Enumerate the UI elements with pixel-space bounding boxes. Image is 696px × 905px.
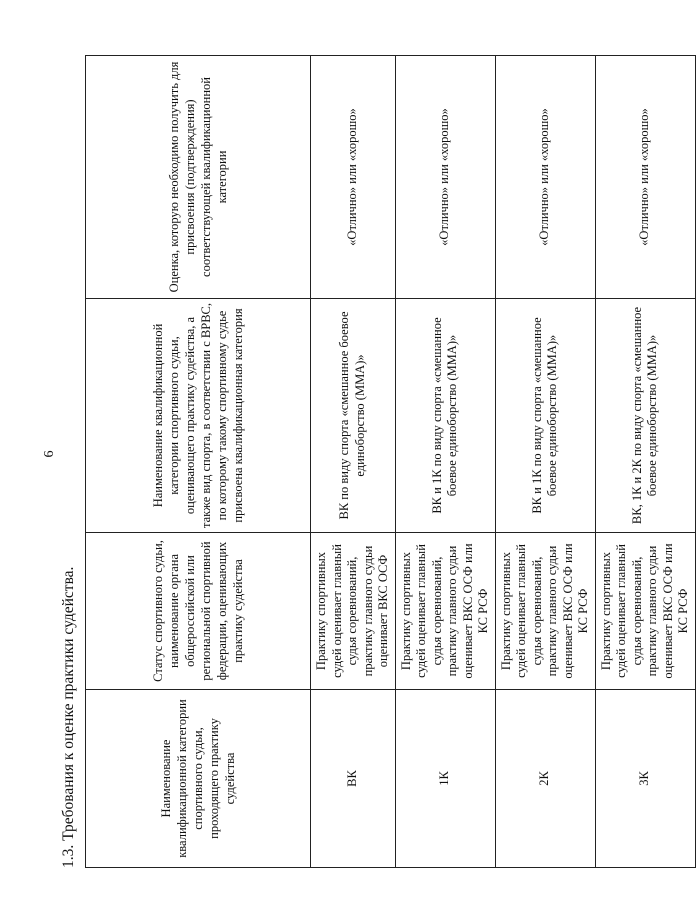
row-evaluator-category: ВК и 1К по виду спорта «смешанное боевое единоборство (ММА)» [395, 299, 495, 533]
header-judge-status: Статус спортивного судьи, наименование органа общероссийской или региональной спортивной федерации, оценивающих практику судейства [86, 533, 311, 690]
row-judge-status: Практику спортивных судей оценивает главный судья соревнований, практику главного судьи оценивает ВКС ОСФ или КС РСФ [595, 533, 695, 690]
row-required-grade: «Отлично» или «хорошо» [495, 56, 595, 299]
row-required-grade: «Отлично» или «хорошо» [311, 56, 396, 299]
row-required-grade: «Отлично» или «хорошо» [395, 56, 495, 299]
header-evaluator-category: Наименование квалификационной категории спортивного судьи, оценивающего практику судейства, а также вид спорта, в соответствии с ВРВС, по которому такому спортивному судье присвоена квалификационная категория [86, 299, 311, 533]
section-heading: 1.3. Требования к оценке практики судейства. [60, 566, 77, 868]
row-category: ВК [311, 690, 396, 868]
row-category: 1К [395, 690, 495, 868]
table-row [395, 56, 495, 868]
row-category: 3К [595, 690, 695, 868]
header-required-grade: Оценка, которую необходимо получить для присвоения (подтверждения) соответствующей квалификационной категории [86, 56, 311, 299]
table-header-row [86, 56, 311, 868]
row-evaluator-category: ВК по виду спорта «смешанное боевое единоборство (ММА)» [311, 299, 396, 533]
row-category: 2К [495, 690, 595, 868]
header-category: Наименование квалификационной категории спортивного судьи, проходящего практику судейства [86, 690, 311, 868]
row-judge-status: Практику спортивных судей оценивает главный судья соревнований, практику главного судьи оценивает ВКС ОСФ или КС РСФ [495, 533, 595, 690]
row-evaluator-category: ВК, 1К и 2К по виду спорта «смешанное боевое единоборство (ММА)» [595, 299, 695, 533]
row-evaluator-category: ВК и 1К по виду спорта «смешанное боевое единоборство (ММА)» [495, 299, 595, 533]
table-row [311, 56, 396, 868]
table-row [495, 56, 595, 868]
requirements-table [85, 55, 696, 868]
row-judge-status: Практику спортивных судей оценивает главный судья соревнований, практику главного судьи оценивает ВКС ОСФ или КС РСФ [395, 533, 495, 690]
page-number: 6 [42, 450, 57, 458]
row-judge-status: Практику спортивных судей оценивает главный судья соревнований, практику главного судьи оценивает ВКС ОСФ [311, 533, 396, 690]
table-row [595, 56, 695, 868]
row-required-grade: «Отлично» или «хорошо» [595, 56, 695, 299]
